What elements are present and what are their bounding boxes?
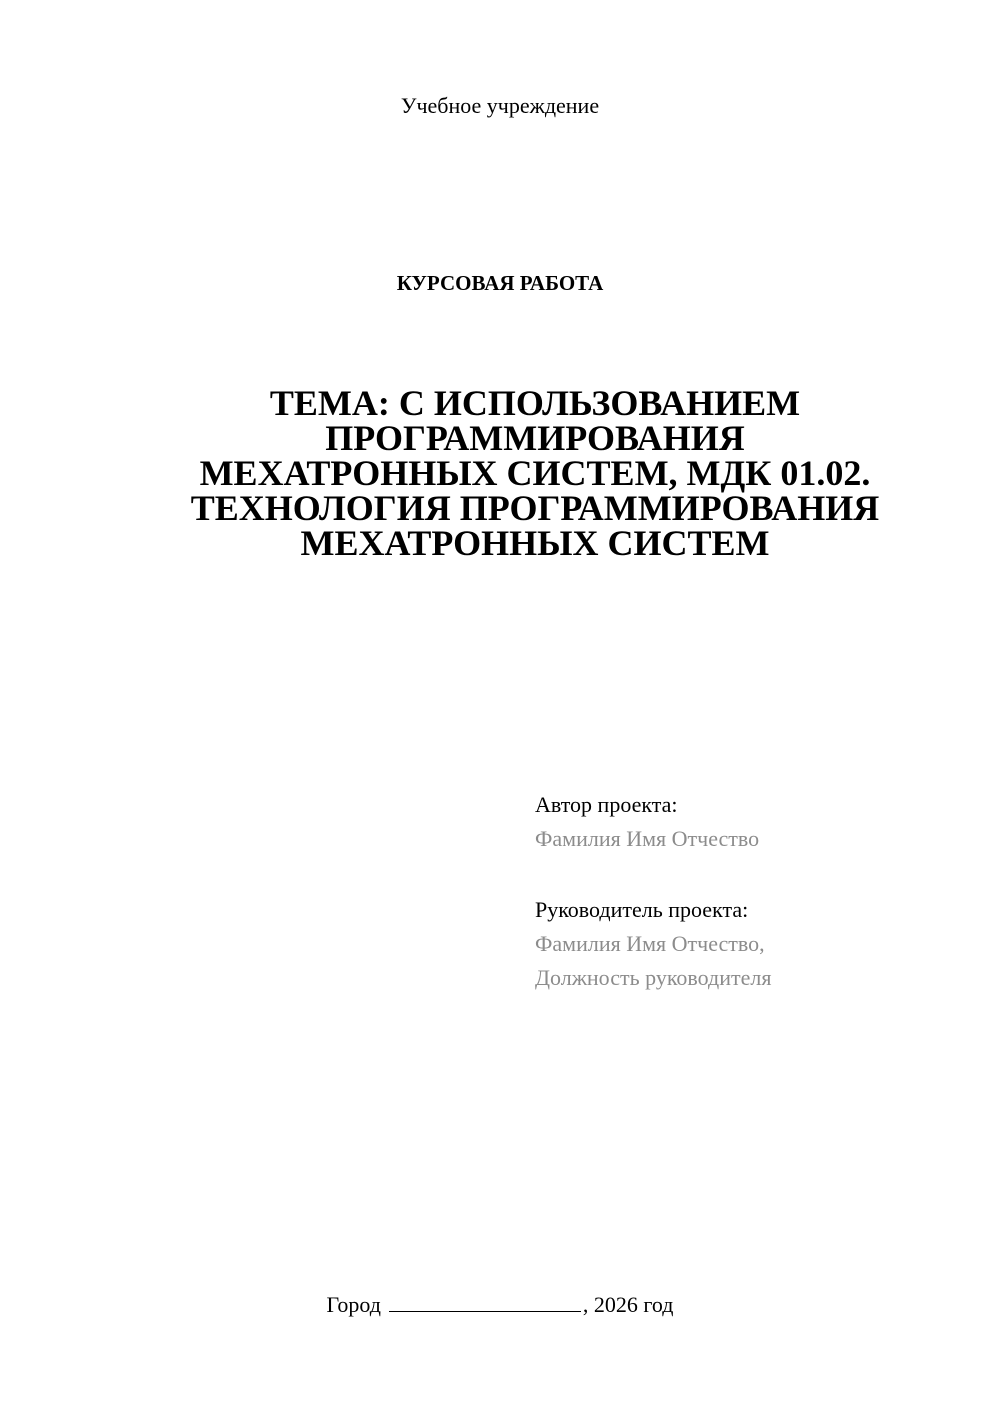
supervisor-position: Должность руководителя: [535, 965, 772, 990]
city-blank-line: [389, 1291, 581, 1312]
city-label: Город: [326, 1292, 381, 1317]
topic-line: МЕХАТРОННЫХ СИСТЕМ, МДК 01.02.: [199, 453, 871, 493]
topic-title: [140, 383, 930, 563]
author-name: Фамилия Имя Отчество: [535, 826, 760, 851]
supervisor-block: [535, 893, 771, 995]
year-text: , 2026 год: [582, 1292, 674, 1317]
city-year-line: [0, 1290, 1000, 1320]
author-label: Автор проекта:: [535, 792, 678, 817]
topic-line: ПРОГРАММИРОВАНИЯ: [325, 418, 745, 458]
document-type: КУРСОВАЯ РАБОТА: [396, 271, 604, 295]
supervisor-name: Фамилия Имя Отчество,: [535, 931, 765, 956]
institution-name: Учебное учреждение: [400, 93, 600, 118]
topic-line: МЕХАТРОННЫХ СИСТЕМ: [300, 523, 770, 563]
topic-line: ТЕМА: С ИСПОЛЬЗОВАНИЕМ: [269, 383, 801, 423]
author-block: [535, 788, 759, 856]
topic-line: ТЕХНОЛОГИЯ ПРОГРАММИРОВАНИЯ: [190, 488, 880, 528]
supervisor-label: Руководитель проекта:: [535, 897, 749, 922]
